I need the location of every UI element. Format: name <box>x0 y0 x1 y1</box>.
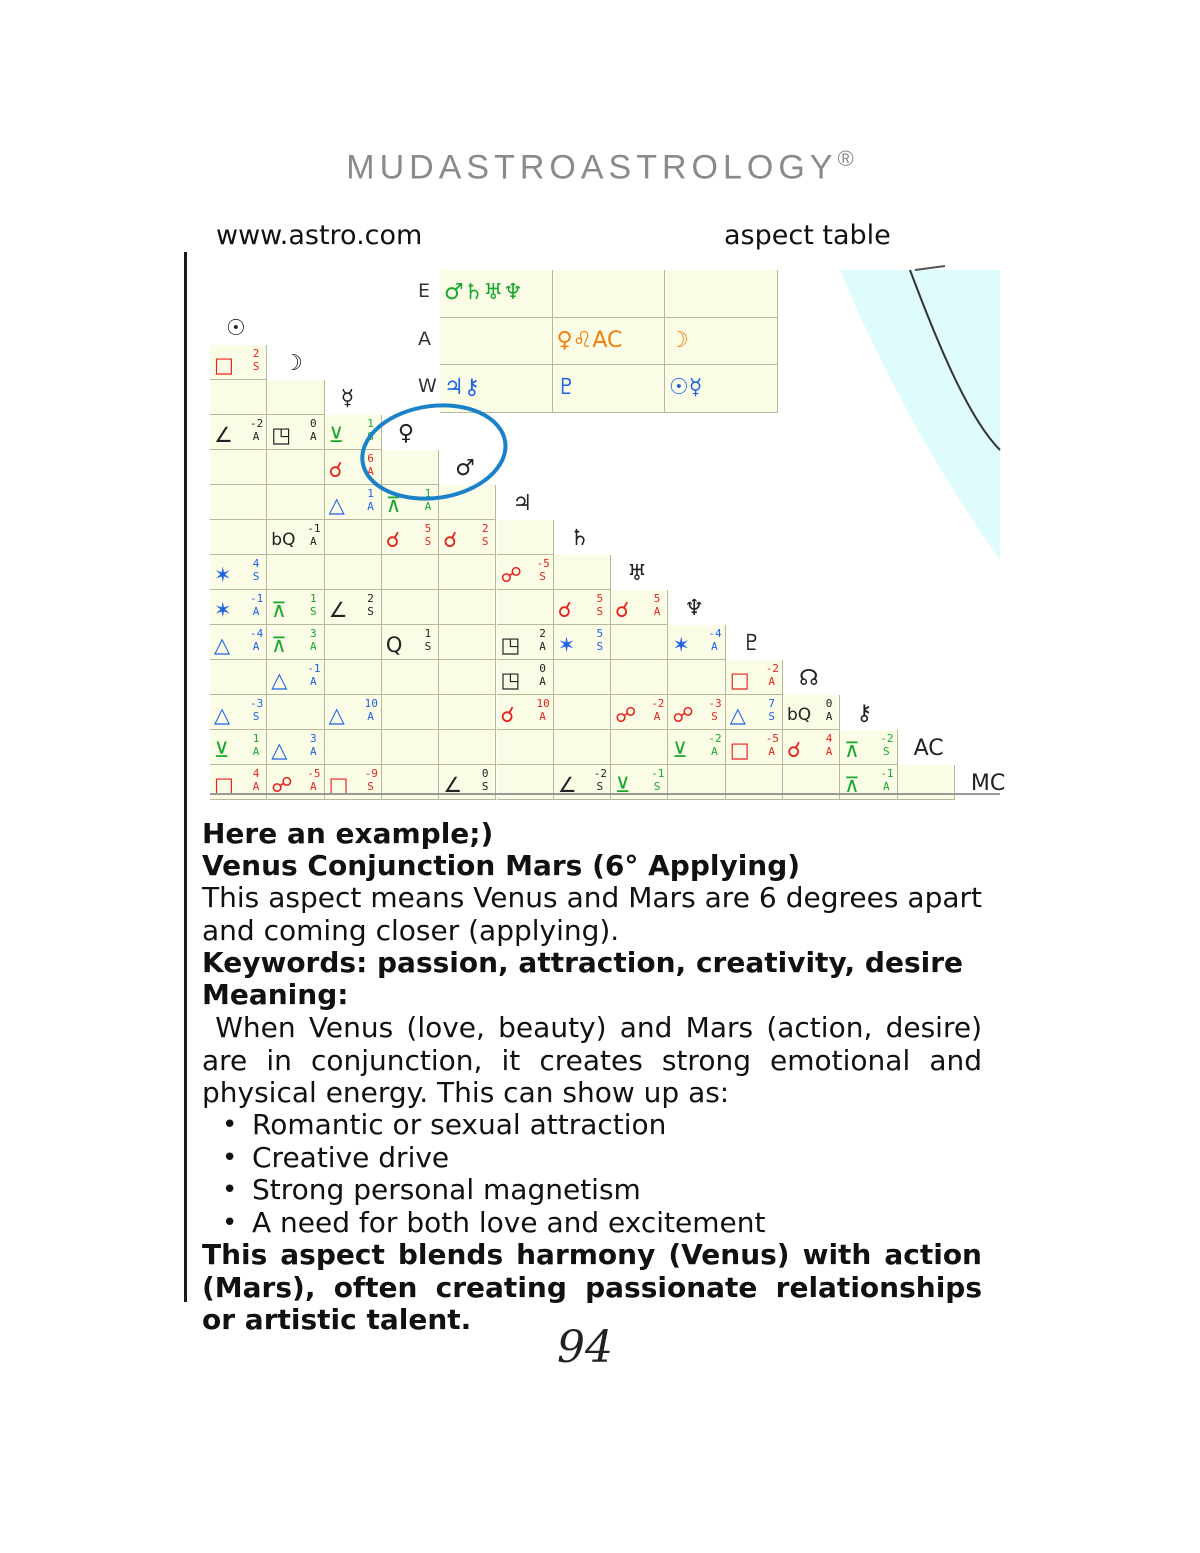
aspect-orb: 1 <box>367 487 374 500</box>
aspect-cell <box>497 730 554 765</box>
aspect-cell <box>210 450 267 485</box>
aspect-glyph: △ <box>729 703 746 727</box>
element-glyphs: ♂♄♅♆ <box>444 280 523 305</box>
aspect-glyph: ⊻ <box>214 738 230 762</box>
aspect-glyph: ∠ <box>214 423 233 447</box>
element-glyphs: ☉☿ <box>669 375 703 400</box>
aspect-orb: -1 <box>250 592 264 605</box>
element-glyphs: ♀♌AC <box>556 327 623 353</box>
aspect-cell <box>554 730 611 765</box>
planet-label: ☽ <box>283 351 304 376</box>
aspect-cell <box>382 765 439 800</box>
aspect-phase: A <box>768 745 775 758</box>
aspect-cell <box>726 765 783 800</box>
planet-label: ♀ <box>397 421 415 446</box>
aspect-phase: S <box>252 710 260 723</box>
aspect-cell <box>267 450 324 485</box>
element-cell <box>553 270 666 318</box>
aspect-glyph: □ <box>729 738 750 762</box>
element-cell <box>665 270 778 318</box>
aspect-phase: S <box>596 605 604 618</box>
list-item: • Creative drive <box>222 1142 982 1175</box>
aspect-cell <box>439 590 496 625</box>
aspect-phase: A <box>711 640 718 653</box>
aspect-cell <box>439 695 496 730</box>
aspect-orb: 3 <box>309 627 317 640</box>
aspect-glyph: ☍ <box>500 563 522 587</box>
aspect-glyph: ⊼ <box>271 633 287 657</box>
aspect-glyph: ☌ <box>557 598 572 622</box>
aspect-phase: A <box>882 780 890 793</box>
aspect-orb: 0 <box>481 767 489 780</box>
aspect-orb: -4 <box>708 627 722 640</box>
aspect-phase: A <box>309 780 317 793</box>
aspect-cell <box>439 555 496 590</box>
aspect-glyph: △ <box>271 738 288 762</box>
aspect-orb: 3 <box>309 732 317 745</box>
aspect-glyph: ∠ <box>557 773 577 797</box>
aspect-cell <box>382 730 439 765</box>
planet-label: ♆ <box>684 596 705 621</box>
meaning-label: Meaning: <box>202 978 349 1011</box>
aspect-glyph: ∠ <box>328 598 348 622</box>
aspect-orb: 2 <box>539 627 546 640</box>
aspect-orb: 4 <box>252 557 260 570</box>
aspect-orb: 10 <box>536 697 550 710</box>
element-cell <box>440 318 553 366</box>
aspect-glyph: ✶ <box>672 633 690 657</box>
aspect-glyph: △ <box>328 493 345 517</box>
aspect-glyph: ☍ <box>271 773 293 797</box>
aspect-phase: S <box>481 780 489 793</box>
aspect-glyph: △ <box>214 633 231 657</box>
page-number: 94 <box>557 1322 613 1373</box>
aspect-orb: 7 <box>768 697 775 710</box>
aspect-phase: S <box>768 710 775 723</box>
aspect-phase: A <box>825 745 833 758</box>
aspect-orb: -5 <box>307 767 321 780</box>
aspect-phase: A <box>539 675 546 688</box>
aspect-glyph: ☍ <box>615 703 637 727</box>
aspect-phase: A <box>252 640 260 653</box>
aspect-cell <box>210 520 267 555</box>
meaning-list <box>222 1109 982 1239</box>
aspect-orb: -2 <box>880 732 894 745</box>
aspect-cell <box>267 695 324 730</box>
aspect-orb: 6 <box>367 452 374 465</box>
aspect-orb: 1 <box>424 627 432 640</box>
aspect-cell <box>267 380 324 415</box>
aspect-phase: A <box>539 640 546 653</box>
aspect-cell <box>267 485 324 520</box>
aspect-glyph: bQ <box>787 705 812 725</box>
conclusion: This aspect blends harmony (Venus) with action (Mars), often creating passionate relationships or artistic talent. <box>202 1238 982 1336</box>
aspect-phase: S <box>252 570 260 583</box>
planet-label: ☊ <box>799 666 819 691</box>
aspect-glyph: bQ <box>271 530 296 550</box>
aspect-glyph: ⊼ <box>271 598 287 622</box>
meaning-text: When Venus (love, beauty) and Mars (action, desire) are in conjunction, it creates strong emotional and physical energy. This can show up as: <box>202 1011 991 1109</box>
aspect-phase: A <box>252 780 260 793</box>
aspect-orb: 5 <box>653 592 661 605</box>
aspect-cell <box>611 660 668 695</box>
aspect-orb: -1 <box>880 767 894 780</box>
aspect-glyph: ☌ <box>328 458 343 482</box>
aspect-glyph: ✶ <box>557 633 576 657</box>
aspect-phase: A <box>539 710 546 723</box>
aspect-glyph: ✶ <box>214 563 232 587</box>
aspect-phase: S <box>309 605 317 618</box>
planet-label: ♂ <box>455 456 475 481</box>
table-caption: aspect table <box>724 220 891 251</box>
aspect-orb: -2 <box>250 417 264 430</box>
aspect-orb: -2 <box>593 767 608 780</box>
aspect-phase: S <box>367 430 374 443</box>
planet-label: ☉ <box>226 316 246 341</box>
aspect-phase: A <box>252 605 260 618</box>
aspect-orb: -4 <box>250 627 264 640</box>
aspect-glyph: □ <box>729 668 750 692</box>
planet-label: ⚷ <box>856 701 873 726</box>
aspect-orb: 10 <box>364 697 378 710</box>
aspect-glyph: ✶ <box>214 598 232 622</box>
aspect-orb: -1 <box>307 522 321 535</box>
planet-label: ♄ <box>569 526 590 551</box>
aspect-orb: 4 <box>825 732 833 745</box>
aspect-orb: -2 <box>651 697 665 710</box>
aspect-glyph: ☌ <box>615 598 630 622</box>
aspect-glyph: △ <box>328 703 345 727</box>
aspect-phase: S <box>596 640 604 653</box>
aspect-phase: A <box>252 745 260 758</box>
aspect-phase: A <box>309 675 317 688</box>
aspect-cell <box>611 625 668 660</box>
element-row-label: E <box>418 280 431 302</box>
aspect-explanation: This aspect means Venus and Mars are 6 degrees apart and coming closer (applying). <box>202 881 982 947</box>
list-item: • Romantic or sexual attraction <box>222 1109 982 1142</box>
aspect-cell <box>668 660 725 695</box>
aspect-phase: S <box>539 570 546 583</box>
aspect-orb: -3 <box>708 697 722 710</box>
aspect-cell <box>382 660 439 695</box>
aspect-table <box>210 270 1006 797</box>
aspect-glyph: ☌ <box>443 528 458 552</box>
aspect-cell <box>898 765 955 800</box>
planet-label: MC <box>970 771 1006 796</box>
aspect-glyph: ☍ <box>672 703 694 727</box>
aspect-phase: A <box>367 710 374 723</box>
aspect-phase: A <box>252 430 260 443</box>
aspect-cell <box>668 765 725 800</box>
element-glyphs: ♃⚷ <box>444 375 480 400</box>
aspect-cell <box>267 555 324 590</box>
aspect-cell <box>325 625 382 660</box>
aspect-phase: A <box>367 500 374 513</box>
planet-label: ♇ <box>741 631 762 656</box>
aspect-phase: S <box>424 535 432 548</box>
aspect-cell <box>554 695 611 730</box>
aspect-glyph: ◳ <box>271 423 292 447</box>
list-item: • A need for both love and excitement <box>222 1207 982 1240</box>
aspect-glyph: Q <box>385 633 403 657</box>
aspect-cell <box>554 555 611 590</box>
aspect-glyph: ⊻ <box>672 738 688 762</box>
aspect-phase: S <box>596 780 604 793</box>
aspect-glyph: ∠ <box>443 773 463 797</box>
aspect-phase: A <box>768 675 775 688</box>
list-item: • Strong personal magnetism <box>222 1174 982 1207</box>
registered-mark: ® <box>837 146 854 171</box>
aspect-orb: 2 <box>481 522 489 535</box>
aspect-cell <box>325 520 382 555</box>
aspect-glyph: ☌ <box>500 703 515 727</box>
aspect-phase: A <box>653 605 661 618</box>
aspect-orb: 2 <box>367 592 374 605</box>
element-glyphs: ☽ <box>669 327 689 353</box>
aspect-heading: Venus Conjunction Mars (6° Applying) <box>202 849 801 882</box>
margin-rule <box>184 252 187 1302</box>
aspect-cell <box>382 450 439 485</box>
element-row-label: W <box>418 375 437 397</box>
planet-label: ♅ <box>627 561 647 586</box>
aspect-phase: A <box>653 710 661 723</box>
planet-label: AC <box>913 736 944 761</box>
aspect-phase: S <box>252 360 260 373</box>
aspect-cell <box>439 625 496 660</box>
aspect-glyph: □ <box>214 773 234 797</box>
aspect-glyph: ⊼ <box>385 493 402 517</box>
aspect-phase: S <box>882 745 890 758</box>
planet-label: ☿ <box>340 386 355 411</box>
aspect-phase: A <box>309 535 317 548</box>
aspect-glyph: □ <box>328 773 349 797</box>
aspect-orb: 2 <box>252 347 260 360</box>
aspect-phase: S <box>367 605 374 618</box>
aspect-cell <box>210 485 267 520</box>
aspect-orb: 4 <box>252 767 260 780</box>
aspect-phase: A <box>309 745 317 758</box>
aspect-orb: 1 <box>252 732 260 745</box>
aspect-cell <box>382 590 439 625</box>
aspect-cell <box>783 765 840 800</box>
aspect-orb: 1 <box>424 487 432 500</box>
aspect-cell <box>439 730 496 765</box>
aspect-cell <box>611 730 668 765</box>
aspect-orb: -1 <box>651 767 665 780</box>
aspect-cell <box>554 660 611 695</box>
source-url: www.astro.com <box>216 220 423 251</box>
aspect-orb: -9 <box>364 767 378 780</box>
aspect-cell <box>325 555 382 590</box>
aspect-phase: A <box>424 500 432 513</box>
aspect-glyph: ⊼ <box>844 738 860 762</box>
aspect-phase: S <box>711 710 718 723</box>
aspect-phase: A <box>825 710 833 723</box>
aspect-phase: S <box>367 780 374 793</box>
aspect-cell <box>497 765 554 800</box>
aspect-orb: -1 <box>307 662 321 675</box>
aspect-cell <box>382 555 439 590</box>
example-intro: Here an example;) <box>202 817 494 850</box>
aspect-orb: 0 <box>825 697 833 710</box>
brand-title: MUDASTROASTROLOGY® <box>346 146 854 187</box>
aspect-cell <box>325 660 382 695</box>
aspect-cell <box>382 695 439 730</box>
aspect-glyph: ⊼ <box>844 773 860 797</box>
aspect-orb: 0 <box>539 662 546 675</box>
aspect-glyph: ◳ <box>500 668 521 692</box>
aspect-phase: S <box>481 535 489 548</box>
aspect-glyph: ⊻ <box>615 773 631 797</box>
aspect-glyph: △ <box>214 703 231 727</box>
aspect-glyph: ☌ <box>787 738 802 762</box>
aspect-phase: A <box>711 745 718 758</box>
aspect-glyph: △ <box>271 668 288 692</box>
aspect-orb: 1 <box>309 592 317 605</box>
aspect-orb: 5 <box>596 592 604 605</box>
aspect-phase: A <box>309 430 317 443</box>
aspect-orb: 5 <box>596 627 604 640</box>
aspect-cell <box>210 380 267 415</box>
aspect-orb: 5 <box>424 522 432 535</box>
aspect-glyph: ◳ <box>500 633 521 657</box>
aspect-phase: A <box>309 640 317 653</box>
aspect-cell <box>497 520 554 555</box>
aspect-phase: S <box>653 780 661 793</box>
element-glyphs: ♇ <box>556 375 577 400</box>
aspect-orb: -5 <box>765 732 779 745</box>
aspect-phase: A <box>367 465 374 478</box>
aspect-cell <box>210 660 267 695</box>
aspect-orb: 1 <box>367 417 374 430</box>
aspect-cell <box>325 730 382 765</box>
aspect-orb: -2 <box>708 732 722 745</box>
aspect-cell <box>439 660 496 695</box>
aspect-orb: -2 <box>765 662 779 675</box>
aspect-glyph: ☌ <box>385 528 400 552</box>
aspect-orb: -5 <box>536 557 550 570</box>
aspect-glyph: □ <box>214 353 234 377</box>
aspect-cell <box>439 485 496 520</box>
aspect-glyph: ⊻ <box>328 423 344 447</box>
aspect-cell <box>497 590 554 625</box>
element-row-label: A <box>418 327 431 350</box>
aspect-orb: -3 <box>250 697 264 710</box>
planet-label: ♃ <box>512 491 533 516</box>
aspect-phase: S <box>424 640 432 653</box>
keywords: Keywords: passion, attraction, creativity, desire <box>202 946 964 979</box>
aspect-orb: 0 <box>309 417 317 430</box>
